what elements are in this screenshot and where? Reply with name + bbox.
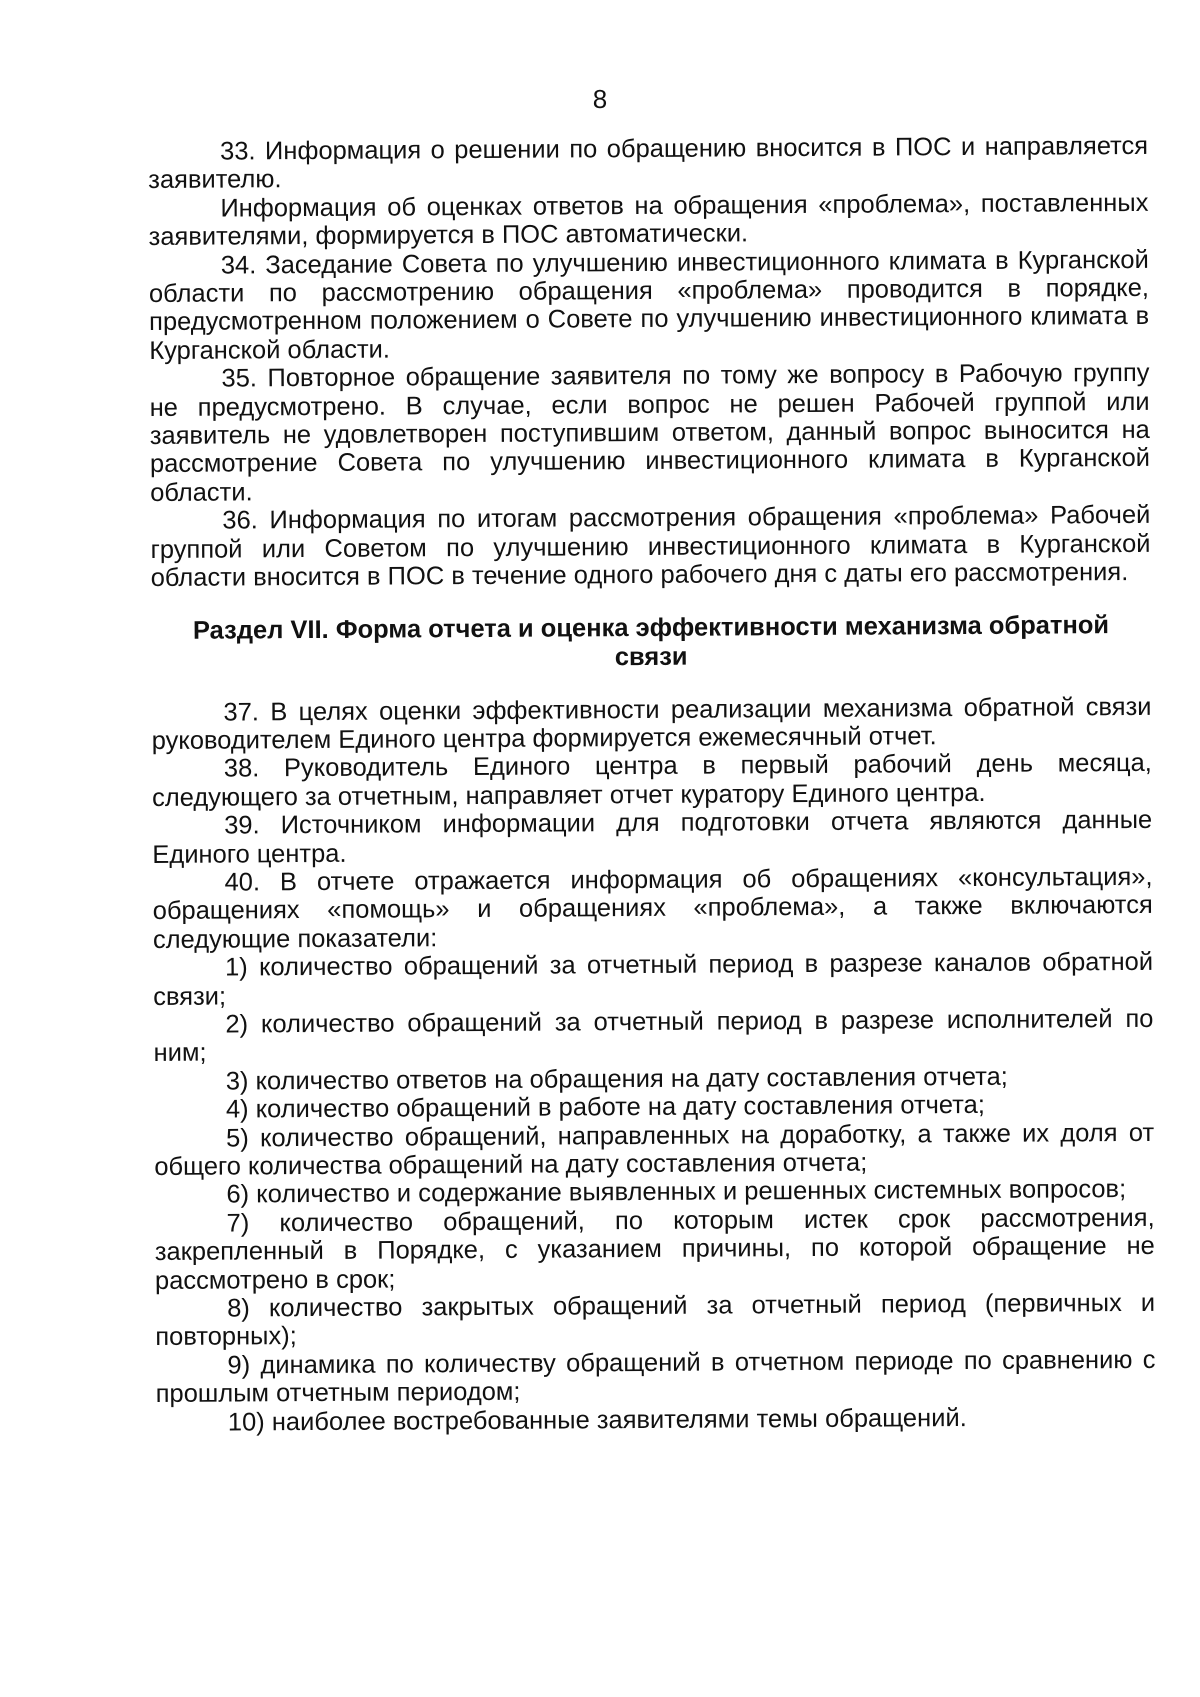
list-item: 1) количество обращений за отчетный период в разрезе каналов обратной связи; [153,948,1154,1011]
paragraph-35: 35. Повторное обращение заявителя по тому же вопросу в Рабочую группу не предусмотрено. В случае, если вопрос не решен Рабочей группой или заявитель не удовлетворен поступившим ответом, данный вопрос выносится на рассмотрение Совета по улучшению инвестиционного климата в Курганской области. [149,359,1151,507]
list-item: 8) количество закрытых обращений за отчетный период (первичных и повторных); [155,1288,1156,1352]
page-number: 8 [592,84,608,114]
paragraph-38: 38. Руководитель Единого центра в первый рабочий день месяца, следующего за отчетным, направляет отчет куратору Единого центра. [151,749,1152,812]
list-item: 7) количество обращений, по которым истек срок рассмотрения, закрепленный в Порядке, с указанием причины, по которой обращение не рассмотрено в срок; [154,1203,1155,1295]
paragraph-37: 37. В целях оценки эффективности реализации механизма обратной связи руководителем Единого центра формируется ежемесячный отчет. [151,692,1152,755]
paragraph-36: 36. Информация по итогам рассмотрения обращения «проблема» Рабочей группой или Советом по улучшению инвестиционного климата в Курганской области вносится в ПОС в течение одного рабочего дня с даты его рассмотрения. [150,501,1151,593]
list-item: 2) количество обращений за отчетный период в разрезе исполнителей по ним; [153,1004,1154,1068]
paragraph-39: 39. Источником информации для подготовки отчета являются данные Единого центра. [152,806,1153,869]
list-item: 10) наиболее востребованные заявителями темы обращений. [227,1403,967,1437]
list-item: 3) количество ответов на обращения на дату составления отчета; [225,1062,1008,1096]
paragraph-40: 40. В отчете отражается информация об обращениях «консультация», обращениях «помощь» и обращениях «проблема», а также включаются следующие показатели: [152,862,1153,954]
list-item: 9) динамика по количеству обращений в отчетном периоде по сравнению с прошлым отчетным периодом; [155,1345,1156,1409]
section-heading: Раздел VII. Форма отчета и оценка эффективности механизма обратной связи [192,610,1110,671]
paragraph-34: 34. Заседание Совета по улучшению инвестиционного климата в Курганской области по рассмотрению обращения «проблема» проводится в порядке, предусмотренном положением о Совете по улучшению инвестиционного климата в Курганской области. [148,245,1150,365]
document-body [148,132,1156,1437]
list-item: 6) количество и содержание выявленных и решенных системных вопросов; [226,1175,1127,1209]
paragraph-33-rating-info: Информация об оценках ответов на обращения «проблема», поставленных заявителями, формируется в ПОС автоматически. [148,188,1149,252]
paragraph-33: 33. Информация о решении по обращению вносится в ПОС и направляется заявителю. [148,131,1149,195]
indicator-list [153,948,1156,1437]
list-item: 5) количество обращений, направленных на доработку, а также их доля от общего количества обращений на дату составления отчета; [154,1118,1155,1181]
list-item: 4) количество обращений в работе на дату составления отчета; [225,1091,985,1124]
